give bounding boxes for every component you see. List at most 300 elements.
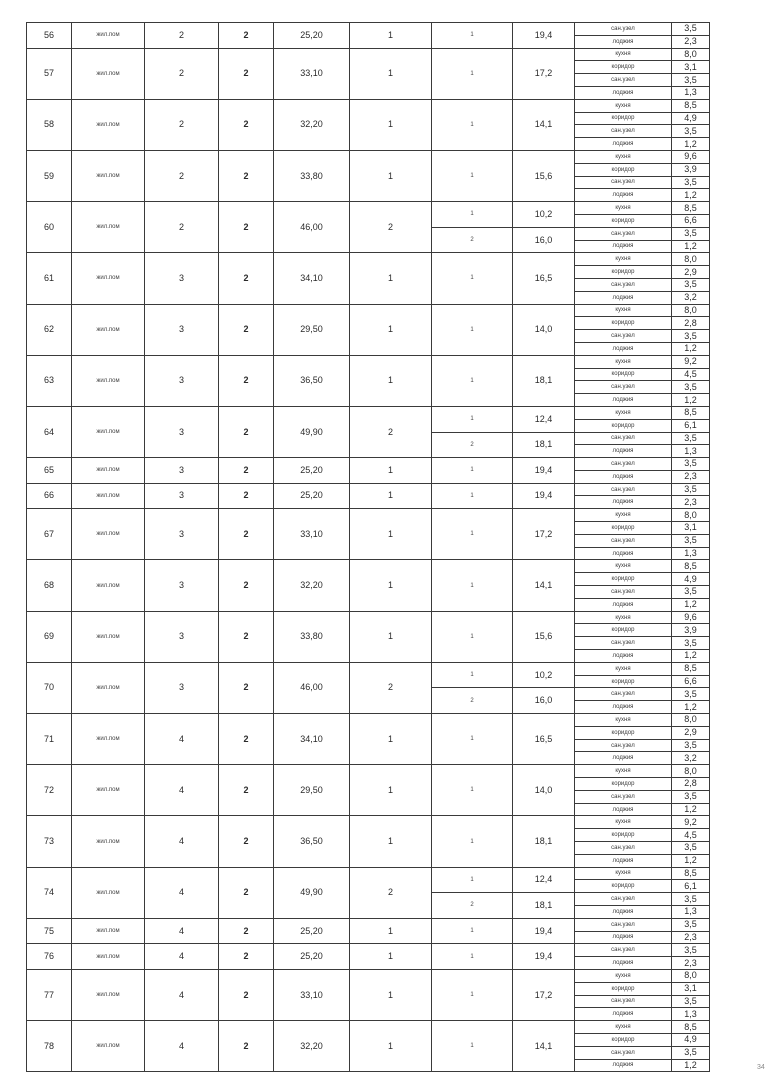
floor-value: 4 [145,918,219,944]
aux-room-name: сан.узел [575,330,672,343]
height-value: 2 [219,99,274,150]
apartment-number: 69 [27,611,72,662]
aux-room-name: кухня [575,867,672,880]
living-room-area: 14,0 [513,765,575,816]
aux-room-name: сан.узел [575,995,672,1008]
page-number: 34 [757,1064,765,1071]
aux-room-name: сан.узел [575,381,672,394]
aux-room-area: 2,3 [672,957,710,970]
height-value: 2 [219,662,274,713]
living-room-area: 16,5 [513,714,575,765]
aux-room-area: 8,5 [672,662,710,675]
aux-room-area: 3,9 [672,624,710,637]
apartment-number: 63 [27,355,72,406]
total-area: 33,80 [274,150,350,201]
aux-room-area: 8,0 [672,509,710,522]
aux-room-area: 2,9 [672,266,710,279]
aux-room-area: 1,2 [672,1059,710,1072]
table-row [27,458,710,471]
rooms-count: 2 [350,406,432,457]
aux-room-area: 6,1 [672,880,710,893]
table-row [27,918,710,931]
living-room-area: 12,4 [513,406,575,432]
living-room-area: 19,4 [513,458,575,484]
aux-room-name: коридор [575,726,672,739]
floor-value: 3 [145,355,219,406]
total-area: 49,90 [274,406,350,457]
height-value: 2 [219,816,274,867]
aux-room-name: лоджия [575,138,672,151]
room-type: жил.пом [72,867,145,918]
aux-room-name: лоджия [575,650,672,663]
rooms-count: 1 [350,150,432,201]
aux-room-area: 3,1 [672,61,710,74]
living-room-number: 1 [432,560,513,611]
floor-value: 4 [145,969,219,1020]
aux-room-area: 4,5 [672,829,710,842]
aux-room-area: 2,3 [672,496,710,509]
living-room-area: 17,2 [513,969,575,1020]
apartment-number: 78 [27,1021,72,1072]
living-room-area: 16,0 [513,688,575,714]
living-room-number: 2 [432,893,513,919]
living-room-number: 2 [432,688,513,714]
aux-room-name: лоджия [575,752,672,765]
aux-room-area: 2,8 [672,778,710,791]
aux-room-name: коридор [575,982,672,995]
aux-room-name: лоджия [575,1059,672,1072]
living-room-area: 19,4 [513,23,575,49]
aux-room-area: 1,2 [672,240,710,253]
aux-room-name: лоджия [575,291,672,304]
room-type: жил.пом [72,509,145,560]
room-type: жил.пом [72,253,145,304]
living-room-area: 15,6 [513,150,575,201]
floor-value: 4 [145,816,219,867]
living-room-number: 1 [432,202,513,228]
living-room-area: 14,1 [513,560,575,611]
aux-room-area: 2,3 [672,35,710,48]
aux-room-name: сан.узел [575,637,672,650]
height-value: 2 [219,23,274,49]
living-room-number: 1 [432,662,513,688]
aux-room-area: 1,2 [672,803,710,816]
aux-room-name: кухня [575,202,672,215]
total-area: 25,20 [274,483,350,509]
living-room-number: 1 [432,253,513,304]
aux-room-area: 1,3 [672,547,710,560]
aux-room-area: 1,3 [672,445,710,458]
room-type: жил.пом [72,23,145,49]
aux-room-area: 3,5 [672,586,710,599]
floor-value: 3 [145,483,219,509]
height-value: 2 [219,867,274,918]
aux-room-area: 3,5 [672,893,710,906]
aux-room-area: 9,2 [672,355,710,368]
living-room-area: 10,2 [513,662,575,688]
living-room-number: 1 [432,48,513,99]
room-type: жил.пом [72,714,145,765]
room-type: жил.пом [72,458,145,484]
room-type: жил.пом [72,816,145,867]
aux-room-name: кухня [575,1021,672,1034]
living-room-number: 1 [432,611,513,662]
living-room-number: 1 [432,99,513,150]
aux-room-area: 3,9 [672,163,710,176]
table-row [27,355,710,368]
aux-room-area: 8,0 [672,48,710,61]
height-value: 2 [219,560,274,611]
aux-room-name: коридор [575,317,672,330]
table-row [27,304,710,317]
aux-room-name: сан.узел [575,483,672,496]
floor-value: 3 [145,611,219,662]
total-area: 33,10 [274,969,350,1020]
height-value: 2 [219,458,274,484]
floor-value: 3 [145,406,219,457]
aux-room-area: 3,5 [672,483,710,496]
aux-room-name: сан.узел [575,739,672,752]
rooms-count: 1 [350,714,432,765]
apartment-number: 60 [27,202,72,253]
aux-room-area: 1,3 [672,1008,710,1021]
apartment-number: 64 [27,406,72,457]
aux-room-area: 8,5 [672,99,710,112]
floor-value: 3 [145,458,219,484]
apartment-number: 66 [27,483,72,509]
aux-room-area: 1,2 [672,342,710,355]
apartment-number: 76 [27,944,72,970]
aux-room-area: 3,5 [672,381,710,394]
aux-room-name: сан.узел [575,23,672,36]
aux-room-name: кухня [575,816,672,829]
living-room-number: 1 [432,867,513,893]
living-room-area: 14,1 [513,1021,575,1072]
apartment-number: 59 [27,150,72,201]
aux-room-area: 1,2 [672,394,710,407]
living-room-area: 15,6 [513,611,575,662]
apartment-number: 72 [27,765,72,816]
living-room-area: 18,1 [513,432,575,458]
floor-value: 4 [145,944,219,970]
rooms-count: 1 [350,355,432,406]
apartment-table [26,22,710,1072]
aux-room-area: 3,5 [672,458,710,471]
aux-room-name: коридор [575,522,672,535]
rooms-count: 1 [350,23,432,49]
table-row [27,560,710,573]
room-type: жил.пом [72,1021,145,1072]
aux-room-name: коридор [575,368,672,381]
room-type: жил.пом [72,48,145,99]
living-room-area: 16,5 [513,253,575,304]
table-row [27,150,710,163]
room-type: жил.пом [72,918,145,944]
aux-room-area: 3,5 [672,739,710,752]
rooms-count: 1 [350,483,432,509]
aux-room-area: 8,0 [672,969,710,982]
aux-room-area: 3,1 [672,982,710,995]
total-area: 29,50 [274,765,350,816]
aux-room-area: 8,0 [672,714,710,727]
aux-room-name: сан.узел [575,125,672,138]
table-row [27,1021,710,1034]
total-area: 46,00 [274,662,350,713]
aux-room-area: 3,5 [672,23,710,36]
living-room-area: 14,0 [513,304,575,355]
height-value: 2 [219,969,274,1020]
aux-room-name: сан.узел [575,74,672,87]
aux-room-name: лоджия [575,496,672,509]
living-room-area: 17,2 [513,48,575,99]
total-area: 49,90 [274,867,350,918]
aux-room-name: лоджия [575,803,672,816]
room-type: жил.пом [72,99,145,150]
aux-room-area: 2,3 [672,470,710,483]
aux-room-name: лоджия [575,598,672,611]
aux-room-name: лоджия [575,445,672,458]
floor-value: 2 [145,23,219,49]
room-type: жил.пом [72,304,145,355]
aux-room-area: 1,2 [672,189,710,202]
total-area: 36,50 [274,816,350,867]
aux-room-name: коридор [575,61,672,74]
rooms-count: 1 [350,509,432,560]
living-room-number: 2 [432,227,513,253]
floor-value: 4 [145,714,219,765]
living-room-area: 19,4 [513,918,575,944]
aux-room-name: лоджия [575,957,672,970]
aux-room-name: коридор [575,1033,672,1046]
height-value: 2 [219,48,274,99]
aux-room-name: коридор [575,778,672,791]
aux-room-area: 8,5 [672,867,710,880]
aux-room-area: 8,0 [672,253,710,266]
height-value: 2 [219,150,274,201]
apartment-number: 74 [27,867,72,918]
living-room-area: 16,0 [513,227,575,253]
aux-room-area: 4,5 [672,368,710,381]
aux-room-area: 4,9 [672,1033,710,1046]
rooms-count: 2 [350,867,432,918]
aux-room-name: сан.узел [575,176,672,189]
living-room-number: 1 [432,969,513,1020]
aux-room-name: коридор [575,880,672,893]
aux-room-name: лоджия [575,931,672,944]
apartment-number: 68 [27,560,72,611]
aux-room-area: 3,5 [672,74,710,87]
aux-room-name: лоджия [575,701,672,714]
table-row [27,406,710,419]
table-row [27,99,710,112]
apartment-number: 65 [27,458,72,484]
height-value: 2 [219,509,274,560]
aux-room-area: 1,2 [672,650,710,663]
living-room-number: 1 [432,23,513,49]
apartment-number: 62 [27,304,72,355]
living-room-area: 19,4 [513,483,575,509]
living-room-number: 1 [432,816,513,867]
floor-value: 2 [145,202,219,253]
total-area: 25,20 [274,918,350,944]
aux-room-area: 8,5 [672,406,710,419]
living-room-number: 1 [432,1021,513,1072]
table-row [27,253,710,266]
total-area: 46,00 [274,202,350,253]
floor-value: 3 [145,304,219,355]
aux-room-area: 3,5 [672,790,710,803]
aux-room-area: 1,3 [672,86,710,99]
aux-room-area: 9,6 [672,150,710,163]
height-value: 2 [219,406,274,457]
aux-room-name: кухня [575,253,672,266]
aux-room-name: коридор [575,624,672,637]
table-row [27,816,710,829]
height-value: 2 [219,1021,274,1072]
height-value: 2 [219,355,274,406]
rooms-count: 2 [350,662,432,713]
aux-room-name: коридор [575,573,672,586]
aux-room-name: сан.узел [575,432,672,445]
rooms-count: 1 [350,48,432,99]
aux-room-name: кухня [575,150,672,163]
room-type: жил.пом [72,765,145,816]
aux-room-area: 3,5 [672,176,710,189]
aux-room-area: 3,5 [672,944,710,957]
aux-room-area: 9,2 [672,816,710,829]
height-value: 2 [219,918,274,944]
living-room-area: 18,1 [513,816,575,867]
living-room-area: 12,4 [513,867,575,893]
aux-room-area: 3,5 [672,432,710,445]
aux-room-name: кухня [575,611,672,624]
living-room-number: 2 [432,432,513,458]
living-room-number: 1 [432,304,513,355]
table-row [27,202,710,215]
table-row [27,765,710,778]
aux-room-name: кухня [575,714,672,727]
apartment-number: 56 [27,23,72,49]
total-area: 25,20 [274,23,350,49]
aux-room-name: лоджия [575,35,672,48]
floor-value: 4 [145,867,219,918]
total-area: 34,10 [274,714,350,765]
aux-room-area: 3,5 [672,125,710,138]
aux-room-name: сан.узел [575,458,672,471]
aux-room-name: сан.узел [575,790,672,803]
living-room-number: 1 [432,765,513,816]
height-value: 2 [219,765,274,816]
room-type: жил.пом [72,662,145,713]
room-type: жил.пом [72,611,145,662]
living-room-number: 1 [432,406,513,432]
aux-room-area: 3,5 [672,534,710,547]
aux-room-name: кухня [575,406,672,419]
aux-room-name: кухня [575,99,672,112]
table-row [27,483,710,496]
aux-room-name: лоджия [575,189,672,202]
aux-room-name: лоджия [575,342,672,355]
aux-room-area: 3,5 [672,688,710,701]
aux-room-area: 1,2 [672,138,710,151]
floor-value: 3 [145,662,219,713]
aux-room-area: 1,2 [672,701,710,714]
apartment-number: 73 [27,816,72,867]
living-room-number: 1 [432,714,513,765]
apartment-table-sheet [26,22,709,1080]
aux-room-name: кухня [575,509,672,522]
aux-room-name: сан.узел [575,893,672,906]
rooms-count: 1 [350,560,432,611]
aux-room-name: кухня [575,48,672,61]
rooms-count: 1 [350,765,432,816]
aux-room-area: 3,5 [672,637,710,650]
rooms-count: 1 [350,944,432,970]
apartment-number: 61 [27,253,72,304]
rooms-count: 2 [350,202,432,253]
floor-value: 2 [145,150,219,201]
table-row [27,969,710,982]
aux-room-name: коридор [575,163,672,176]
rooms-count: 1 [350,304,432,355]
aux-room-name: лоджия [575,1008,672,1021]
aux-room-area: 3,1 [672,522,710,535]
aux-room-name: сан.узел [575,918,672,931]
aux-room-area: 3,5 [672,918,710,931]
room-type: жил.пом [72,483,145,509]
living-room-area: 18,1 [513,893,575,919]
living-room-area: 19,4 [513,944,575,970]
aux-room-name: кухня [575,304,672,317]
aux-room-area: 4,9 [672,573,710,586]
aux-room-name: лоджия [575,470,672,483]
aux-room-area: 8,5 [672,1021,710,1034]
rooms-count: 1 [350,918,432,944]
living-room-number: 1 [432,509,513,560]
aux-room-area: 1,3 [672,905,710,918]
aux-room-area: 3,2 [672,291,710,304]
aux-room-area: 6,1 [672,419,710,432]
apartment-number: 77 [27,969,72,1020]
aux-room-area: 8,0 [672,304,710,317]
aux-room-name: сан.узел [575,842,672,855]
aux-room-area: 3,5 [672,278,710,291]
total-area: 25,20 [274,458,350,484]
table-row [27,23,710,36]
apartment-number: 67 [27,509,72,560]
room-type: жил.пом [72,150,145,201]
aux-room-area: 8,5 [672,202,710,215]
table-row [27,611,710,624]
total-area: 25,20 [274,944,350,970]
living-room-area: 14,1 [513,99,575,150]
aux-room-area: 9,6 [672,611,710,624]
aux-room-area: 6,6 [672,214,710,227]
living-room-number: 1 [432,458,513,484]
apartment-number: 71 [27,714,72,765]
total-area: 33,10 [274,509,350,560]
floor-value: 3 [145,509,219,560]
aux-room-name: лоджия [575,547,672,560]
aux-room-name: коридор [575,112,672,125]
aux-room-name: коридор [575,214,672,227]
table-row [27,944,710,957]
table-row [27,509,710,522]
aux-room-name: сан.узел [575,1046,672,1059]
floor-value: 3 [145,253,219,304]
height-value: 2 [219,944,274,970]
table-row [27,867,710,880]
